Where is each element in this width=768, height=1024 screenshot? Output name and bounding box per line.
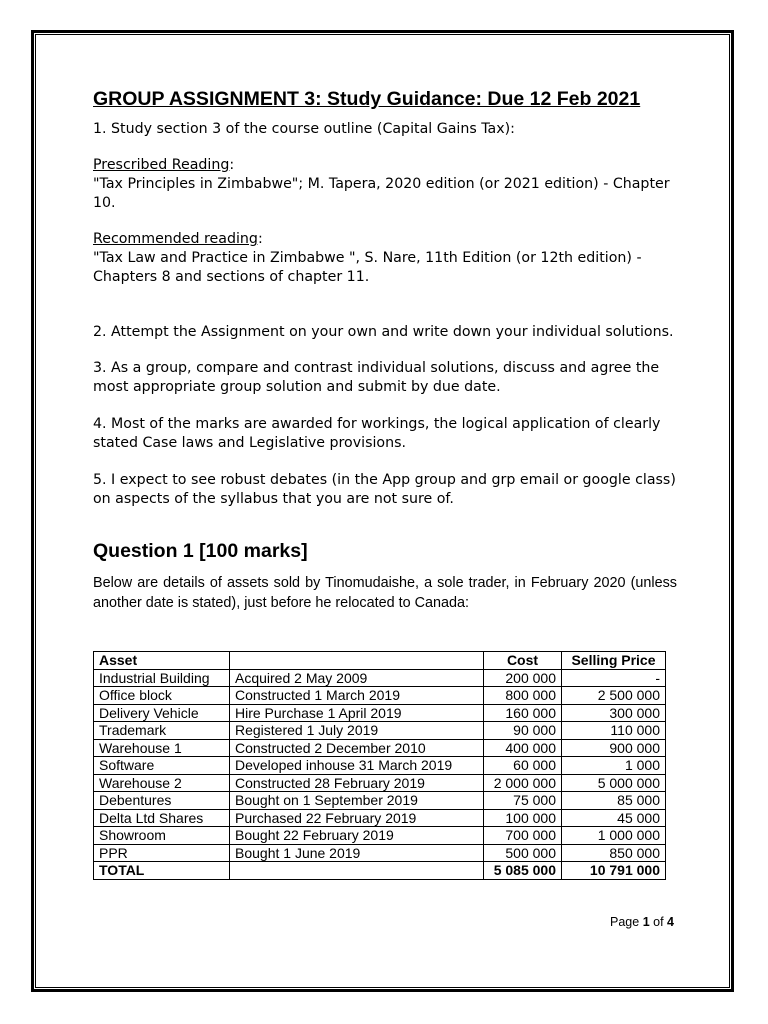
asset-name: Office block (94, 687, 230, 705)
table-row (94, 792, 666, 810)
asset-description: Bought 1 June 2019 (230, 844, 484, 862)
asset-name: Warehouse 2 (94, 774, 230, 792)
prescribed-reading-text: "Tax Principles in Zimbabwe"; M. Tapera, 2020 edition (or 2021 edition) - Chapter 10. (93, 176, 670, 211)
asset-cost: 400 000 (484, 739, 562, 757)
asset-selling-price: 1 000 000 (562, 827, 666, 845)
asset-description: Acquired 2 May 2009 (230, 669, 484, 687)
asset-name: Delivery Vehicle (94, 704, 230, 722)
table-row (94, 704, 666, 722)
asset-selling-price: 85 000 (562, 792, 666, 810)
table-row (94, 687, 666, 705)
assets-table (93, 651, 666, 880)
page-footer (610, 915, 674, 929)
instruction-2: 2. Attempt the Assignment on your own and write down your individual solutions. (93, 324, 674, 340)
table-body (94, 669, 666, 862)
asset-name: PPR (94, 844, 230, 862)
asset-name: Delta Ltd Shares (94, 809, 230, 827)
question-title-bracket: ] (301, 540, 308, 562)
asset-name: Warehouse 1 (94, 739, 230, 757)
study-instruction: 1. Study section 3 of the course outline (Capital Gains Tax): (93, 121, 515, 137)
asset-cost: 200 000 (484, 669, 562, 687)
asset-selling-price: 900 000 (562, 739, 666, 757)
recommended-reading-heading (93, 230, 677, 249)
page-of-label: of (653, 915, 664, 929)
asset-cost: 500 000 (484, 844, 562, 862)
asset-description: Constructed 1 March 2019 (230, 687, 484, 705)
header-description (230, 652, 484, 670)
instruction-3: 3. As a group, compare and contrast individual solutions, discuss and agree the most appropriate group solution and submit by due date. (93, 360, 660, 395)
asset-selling-price: - (562, 669, 666, 687)
asset-name: Software (94, 757, 230, 775)
recommended-reading-colon: : (257, 231, 263, 247)
table-row (94, 774, 666, 792)
asset-description: Hire Purchase 1 April 2019 (230, 704, 484, 722)
asset-description: Constructed 28 February 2019 (230, 774, 484, 792)
prescribed-reading-label: Prescribed Reading (93, 157, 230, 173)
asset-description: Bought on 1 September 2019 (230, 792, 484, 810)
header-selling-price: Selling Price (562, 652, 666, 670)
asset-selling-price: 45 000 (562, 809, 666, 827)
table-row (94, 669, 666, 687)
asset-name: Debentures (94, 792, 230, 810)
header-asset: Asset (94, 652, 230, 670)
page-label: Page (610, 915, 640, 929)
document-body (93, 86, 677, 613)
asset-name: Industrial Building (94, 669, 230, 687)
prescribed-reading-colon: : (229, 157, 235, 173)
asset-selling-price: 850 000 (562, 844, 666, 862)
prescribed-reading-heading (93, 156, 677, 175)
total-description (230, 862, 484, 880)
table-row (94, 809, 666, 827)
table-row (94, 827, 666, 845)
question-title (93, 539, 677, 563)
page-current: 1 (642, 915, 650, 929)
asset-cost: 75 000 (484, 792, 562, 810)
total-label: TOTAL (94, 862, 230, 880)
asset-description: Purchased 22 February 2019 (230, 809, 484, 827)
asset-selling-price: 5 000 000 (562, 774, 666, 792)
asset-cost: 100 000 (484, 809, 562, 827)
table-row (94, 757, 666, 775)
asset-selling-price: 110 000 (562, 722, 666, 740)
asset-name: Showroom (94, 827, 230, 845)
asset-cost: 160 000 (484, 704, 562, 722)
table-row (94, 722, 666, 740)
asset-cost: 2 000 000 (484, 774, 562, 792)
asset-cost: 90 000 (484, 722, 562, 740)
recommended-reading-label: Recommended reading (93, 231, 258, 247)
asset-description: Constructed 2 December 2010 (230, 739, 484, 757)
asset-selling-price: 300 000 (562, 704, 666, 722)
page-total: 4 (667, 915, 674, 929)
total-cost: 5 085 000 (484, 862, 562, 880)
table-header-row (94, 652, 666, 670)
table-row (94, 844, 666, 862)
table-total-row (94, 862, 666, 880)
table-row (94, 739, 666, 757)
assignment-title: GROUP ASSIGNMENT 3: Study Guidance: Due 12 Feb 2021 (93, 88, 641, 110)
asset-cost: 700 000 (484, 827, 562, 845)
total-selling-price: 10 791 000 (562, 862, 666, 880)
instruction-4: 4. Most of the marks are awarded for workings, the logical application of clearly stated Case laws and Legislative provisions. (93, 416, 661, 451)
asset-cost: 60 000 (484, 757, 562, 775)
asset-cost: 800 000 (484, 687, 562, 705)
question-intro: Below are details of assets sold by Tinomudaishe, a sole trader, in February 2020 (unless another date is stated), just before he relocated to Canada: (93, 575, 677, 611)
header-cost: Cost (484, 652, 562, 670)
asset-selling-price: 1 000 (562, 757, 666, 775)
question-title-text: Question 1 [100 marks (93, 540, 302, 562)
asset-description: Developed inhouse 31 March 2019 (230, 757, 484, 775)
asset-selling-price: 2 500 000 (562, 687, 666, 705)
asset-name: Trademark (94, 722, 230, 740)
instruction-5: 5. I expect to see robust debates (in the App group and grp email or google class) on aspects of the syllabus that you are not sure of. (93, 472, 676, 507)
asset-description: Bought 22 February 2019 (230, 827, 484, 845)
asset-description: Registered 1 July 2019 (230, 722, 484, 740)
recommended-reading-text: "Tax Law and Practice in Zimbabwe ", S. Nare, 11th Edition (or 12th edition) - Chapters 8 and sections of chapter 11. (93, 250, 642, 285)
